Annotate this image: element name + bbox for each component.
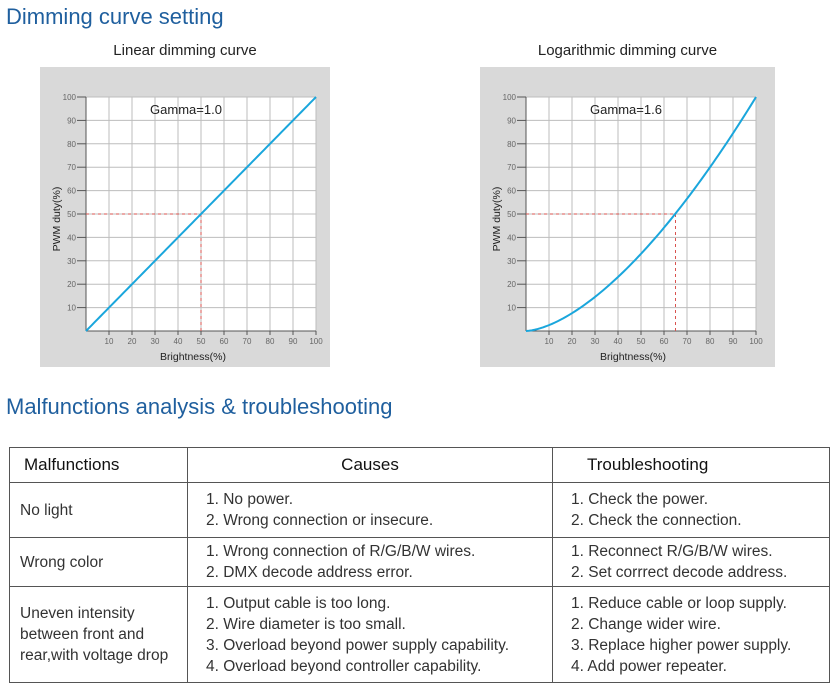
x-tick-label: 100 [749, 337, 763, 346]
cell-line: 2. Change wider wire. [571, 615, 721, 633]
troubleshooting-cell [553, 587, 830, 683]
malfunction-cell [10, 587, 188, 683]
y-axis-label: PWM duty(%) [51, 186, 63, 252]
chart-title: Logarithmic dimming curve [537, 42, 718, 59]
cell-line: Wrong color [20, 553, 104, 571]
y-tick-label: 90 [507, 116, 516, 126]
y-tick-label: 10 [67, 303, 76, 313]
malfunction-cell [10, 538, 188, 587]
x-tick-label: 60 [219, 337, 229, 346]
table-body [10, 483, 830, 683]
cell-line: Uneven intensity [20, 605, 135, 622]
header-troubleshooting: Troubleshooting [553, 448, 830, 483]
cell-line: 1. Reduce cable or loop supply. [571, 594, 787, 612]
y-tick-label: 60 [507, 186, 516, 196]
cell-line: 3. Overload beyond power supply capability. [206, 636, 509, 654]
dimming-section-title: Dimming curve setting [6, 4, 224, 29]
cell-line: 3. Replace higher power supply. [571, 636, 792, 654]
x-tick-label: 80 [705, 337, 715, 346]
x-tick-label: 30 [590, 337, 600, 346]
cell-line: 1. Check the power. [571, 491, 708, 508]
y-tick-label: 30 [507, 256, 516, 266]
cell-line: 2. Wire diameter is too small. [206, 615, 406, 633]
logarithmic-dimming-chart [480, 42, 775, 372]
x-tick-label: 20 [127, 337, 137, 346]
x-tick-label: 90 [728, 337, 738, 346]
gamma-annotation: Gamma=1.6 [590, 102, 662, 117]
x-axis-label: Brightness(%) [600, 351, 666, 363]
y-tick-label: 90 [67, 116, 76, 126]
x-tick-label: 70 [682, 337, 692, 346]
malfunctions-section-title: Malfunctions analysis & troubleshooting [6, 394, 393, 419]
x-axis-label: Brightness(%) [160, 351, 226, 363]
cell-line: 4. Overload beyond controller capability. [206, 657, 482, 675]
table-row [10, 483, 830, 538]
table-row [10, 587, 830, 683]
cell-line: 2. DMX decode address error. [206, 564, 413, 581]
y-tick-label: 80 [67, 139, 76, 149]
x-tick-label: 10 [544, 337, 554, 346]
y-tick-label: 80 [507, 139, 516, 149]
gamma-annotation: Gamma=1.0 [150, 102, 222, 117]
cell-line: No light [20, 501, 73, 519]
y-tick-label: 20 [67, 280, 76, 290]
y-tick-label: 40 [67, 233, 76, 243]
cell-line: 4. Add power repeater. [571, 657, 727, 675]
x-tick-label: 40 [173, 337, 183, 346]
troubleshooting-cell [553, 483, 830, 538]
linear-chart-svg [40, 67, 330, 367]
x-tick-label: 20 [567, 337, 577, 346]
cell-line: 2. Set corrrect decode address. [571, 564, 788, 581]
chart-title: Linear dimming curve [113, 42, 257, 59]
y-tick-label: 40 [507, 233, 516, 243]
cell-line: 1. No power. [206, 491, 294, 508]
y-tick-label: 100 [62, 93, 76, 102]
header-causes: Causes [188, 448, 553, 483]
y-tick-label: 70 [507, 163, 516, 173]
y-tick-label: 30 [67, 256, 76, 266]
table-header-row [10, 448, 830, 483]
x-tick-label: 50 [636, 337, 646, 346]
y-tick-label: 60 [67, 186, 76, 196]
x-tick-label: 100 [309, 337, 323, 346]
y-tick-label: 50 [67, 210, 76, 219]
y-tick-label: 50 [507, 210, 516, 219]
table-row [10, 538, 830, 587]
causes-cell [188, 483, 553, 538]
y-tick-label: 70 [67, 163, 76, 173]
cell-line: 1. Reconnect R/G/B/W wires. [571, 543, 773, 560]
troubleshooting-table [9, 447, 830, 683]
troubleshooting-cell [553, 538, 830, 587]
x-tick-label: 90 [288, 337, 298, 346]
x-tick-label: 30 [150, 337, 160, 346]
linear-dimming-chart [40, 42, 330, 372]
x-tick-label: 80 [265, 337, 275, 346]
causes-cell [188, 587, 553, 683]
x-tick-label: 70 [242, 337, 252, 346]
cell-line: 2. Wrong connection or insecure. [206, 512, 434, 529]
y-tick-label: 20 [507, 280, 516, 290]
x-tick-label: 40 [613, 337, 623, 346]
causes-cell [188, 538, 553, 587]
cell-line: 2. Check the connection. [571, 512, 742, 529]
cell-line: rear,with voltage drop [20, 647, 169, 664]
x-tick-label: 60 [659, 337, 669, 346]
cell-line: 1. Wrong connection of R/G/B/W wires. [206, 543, 476, 560]
cell-line: between front and [20, 626, 145, 643]
y-tick-label: 100 [502, 93, 516, 102]
y-tick-label: 10 [507, 303, 516, 313]
header-malfunctions: Malfunctions [10, 448, 188, 483]
x-tick-label: 50 [196, 337, 206, 346]
cell-line: 1. Output cable is too long. [206, 594, 391, 612]
malfunction-cell [10, 483, 188, 538]
log-chart-svg [480, 67, 775, 367]
x-tick-label: 10 [104, 337, 114, 346]
y-axis-label: PWM duty(%) [491, 186, 503, 252]
